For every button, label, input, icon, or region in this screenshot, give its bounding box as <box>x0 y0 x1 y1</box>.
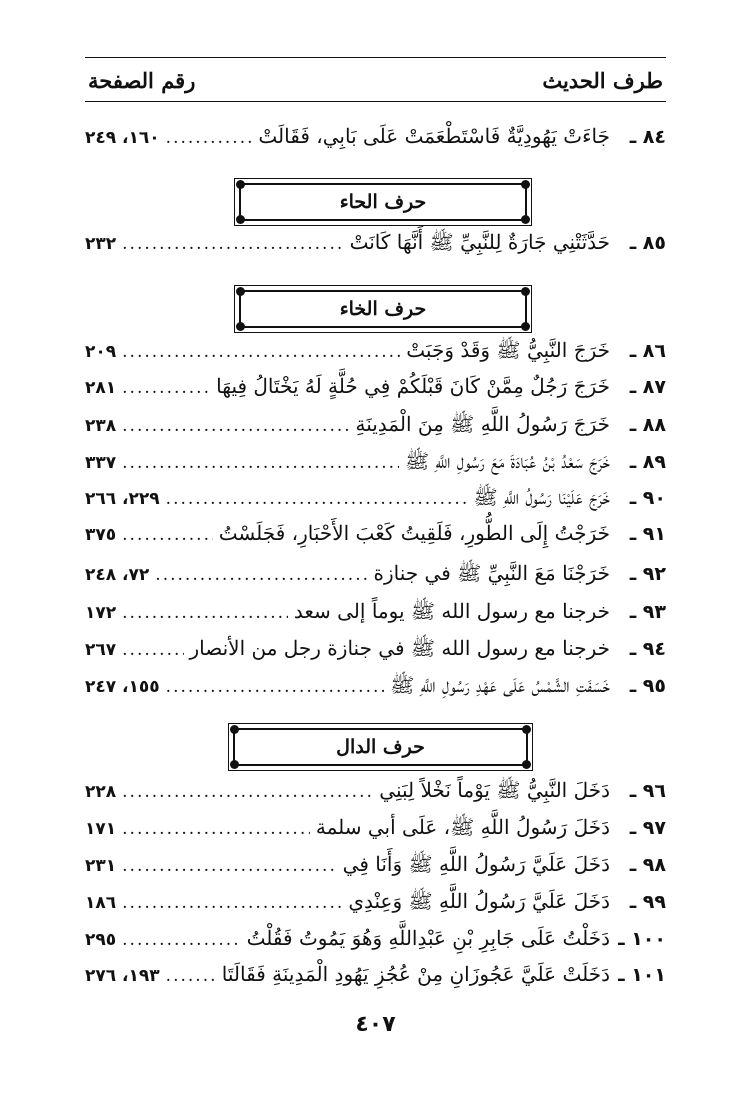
index-entry <box>85 449 666 485</box>
entry-text: خرجنا مع رسول الله ﷺ في جنازة رجل من الأنصار <box>189 636 610 660</box>
entry-pages: ٢٢٩، ٢٦٦ <box>85 489 160 509</box>
entry-number: ٩٦ ـ <box>629 780 666 802</box>
index-entry <box>85 230 666 266</box>
entry-pages: ٧٢، ٢٤٨ <box>85 565 150 585</box>
index-entry <box>85 599 666 635</box>
leader-dots <box>122 234 343 254</box>
entry-number: ٨٤ ـ <box>629 126 666 148</box>
leader-dots <box>122 930 241 950</box>
entry-text: جَاءَتْ يَهُودِيَّةٌ فَاسْتَطْعَمَتْ عَلَى بَابِي، فَقَالَتْ <box>258 124 610 148</box>
entry-number: ٩٣ ـ <box>629 601 666 623</box>
entry-text: حَدَّثَتْنِي جَارَةٌ لِلنَّبِيِّ ﷺ أَنَّهَا كَانَتْ <box>349 230 610 254</box>
entry-pages: ٢٦٧ <box>85 640 117 660</box>
index-entry <box>85 673 666 709</box>
section-header-daal <box>228 723 533 771</box>
entry-pages: ٢٣١ <box>85 856 117 876</box>
index-entry <box>85 374 666 410</box>
section-header-khaa <box>234 285 532 333</box>
entry-number: ٨٩ ـ <box>629 451 666 473</box>
entry-number: ٨٥ ـ <box>629 232 666 254</box>
entry-text: خَرَجَ رَسُولُ اللَّهِ ﷺ مِنَ الْمَدِينَةِ <box>355 412 610 436</box>
leader-dots <box>155 565 367 585</box>
entry-number: ٩٢ ـ <box>629 563 666 585</box>
leader-dots <box>122 603 288 623</box>
entry-pages: ٢٨١ <box>85 378 117 398</box>
index-entry <box>85 485 666 521</box>
entry-text: خَرَجَ عَلَيْنَا رَسُولُ اللَّهِ ﷺ <box>473 485 610 509</box>
leader-dots <box>122 525 213 545</box>
entry-pages: ٢٣٨ <box>85 416 117 436</box>
leader-dots <box>122 893 342 913</box>
header-rule <box>85 101 666 102</box>
entry-pages: ٣٧٥ <box>85 525 117 545</box>
entry-pages: ٢٠٩ <box>85 342 117 362</box>
entry-number: ٩١ ـ <box>629 523 666 545</box>
entry-text: خَرَجْنَا مَعَ النَّبِيِّ ﷺ في جنازة <box>373 561 610 585</box>
entry-pages: ١٧١ <box>85 819 117 839</box>
leader-dots <box>122 640 183 660</box>
entry-pages: ١٧٢ <box>85 603 117 623</box>
entry-text: دَخَلَتْ عَلَيَّ عَجُوزَانِ مِنْ عُجُزِ يَهُودِ الْمَدِينَةِ فَقَالَتَا <box>221 962 610 986</box>
leader-dots <box>122 819 310 839</box>
index-entry <box>85 412 666 448</box>
entry-text: خرجنا مع رسول الله ﷺ يوماً إلى سعد <box>293 599 610 623</box>
entry-text: خَرَجَ النَّبِيُّ ﷺ وَقَدْ وَجَبَتْ <box>406 338 610 362</box>
entry-number: ٨٧ ـ <box>629 376 666 398</box>
leader-dots <box>166 677 384 697</box>
page-number: ٤٠٧ <box>355 1012 396 1037</box>
section-title: حرف الحاء <box>339 191 427 213</box>
leader-dots <box>166 966 216 986</box>
entry-number: ٨٦ ـ <box>629 340 666 362</box>
index-entry <box>85 852 666 888</box>
entry-text: خَرَجَ سَعْدُ بْنُ عُبَادَةَ مَعَ رَسُولِ اللَّهِ ﷺ <box>404 449 610 473</box>
entry-number: ١٠٠ ـ <box>618 928 666 950</box>
entry-number: ٩٠ ـ <box>629 487 666 509</box>
entry-text: خَرَجَ رَجُلٌ مِمَّنْ كَانَ قَبْلَكُمْ فِي حُلَّةٍ لَهُ يَخْتَالُ فِيهَا <box>216 374 610 398</box>
entry-pages: ١٥٥، ٢٤٧ <box>85 677 160 697</box>
top-rule <box>85 57 666 58</box>
leader-dots <box>122 342 400 362</box>
entry-text: دَخَلَ النَّبِيُّ ﷺ يَوْماً نَخْلاً لِبَنِي <box>379 778 610 802</box>
entry-pages: ٢٩٥ <box>85 930 117 950</box>
section-title: حرف الخاء <box>339 298 427 320</box>
entry-pages: ١٦٠، ٢٤٩ <box>85 128 160 148</box>
entry-pages: ٣٣٧ <box>85 453 117 473</box>
entry-pages: ١٩٣، ٢٧٦ <box>85 966 160 986</box>
leader-dots <box>166 489 468 509</box>
entry-text: دَخَلَ رَسُولُ اللَّهِ ﷺ، عَلَى أبي سلمة <box>315 815 610 839</box>
leader-dots <box>122 378 210 398</box>
entry-number: ١٠١ ـ <box>618 964 666 986</box>
column-header-page-number: رقم الصفحة <box>88 68 196 93</box>
index-entry <box>85 962 666 998</box>
index-entry <box>85 561 666 597</box>
leader-dots <box>122 453 399 473</box>
leader-dots <box>166 128 253 148</box>
leader-dots <box>122 782 373 802</box>
index-entry <box>85 778 666 814</box>
leader-dots <box>122 416 349 436</box>
index-entry <box>85 636 666 672</box>
entry-text: خَسَفَتِ الشَّمْسُ عَلَى عَهْدِ رَسُولِ اللَّهِ ﷺ <box>390 673 610 697</box>
entry-number: ٩٧ ـ <box>629 817 666 839</box>
entry-pages: ٢٢٨ <box>85 782 117 802</box>
entry-text: دَخَلَ عَلَيَّ رَسُولُ اللَّهِ ﷺ وَأَنَا فِي <box>342 852 610 876</box>
entry-number: ٨٨ ـ <box>629 414 666 436</box>
entry-number: ٩٨ ـ <box>629 854 666 876</box>
index-entry <box>85 124 666 160</box>
index-entry <box>85 521 666 557</box>
entry-pages: ٢٣٢ <box>85 234 117 254</box>
entry-number: ٩٩ ـ <box>629 891 666 913</box>
index-entry <box>85 815 666 851</box>
entry-text: دَخَلَ عَلَيَّ رَسُولُ اللَّهِ ﷺ وَعِنْدِي <box>348 889 610 913</box>
entry-text: خَرَجْتُ إِلَى الطُّورِ، فَلَقِيتُ كَعْبَ الأَحْبَارِ، فَجَلَسْتُ <box>218 521 610 545</box>
index-entry <box>85 889 666 925</box>
index-entry <box>85 926 666 962</box>
leader-dots <box>122 856 337 876</box>
section-header-haa <box>234 178 532 226</box>
entry-text: دَخَلْتُ عَلَى جَابِرِ بْنِ عَبْدِاللَّهِ وَهُوَ يَمُوتُ فَقُلْتُ <box>246 926 610 950</box>
entry-number: ٩٥ ـ <box>629 675 666 697</box>
index-entry <box>85 338 666 374</box>
entry-pages: ١٨٦ <box>85 893 117 913</box>
entry-number: ٩٤ ـ <box>629 638 666 660</box>
column-header-hadith-start: طرف الحديث <box>542 68 663 93</box>
section-title: حرف الدال <box>336 736 425 758</box>
